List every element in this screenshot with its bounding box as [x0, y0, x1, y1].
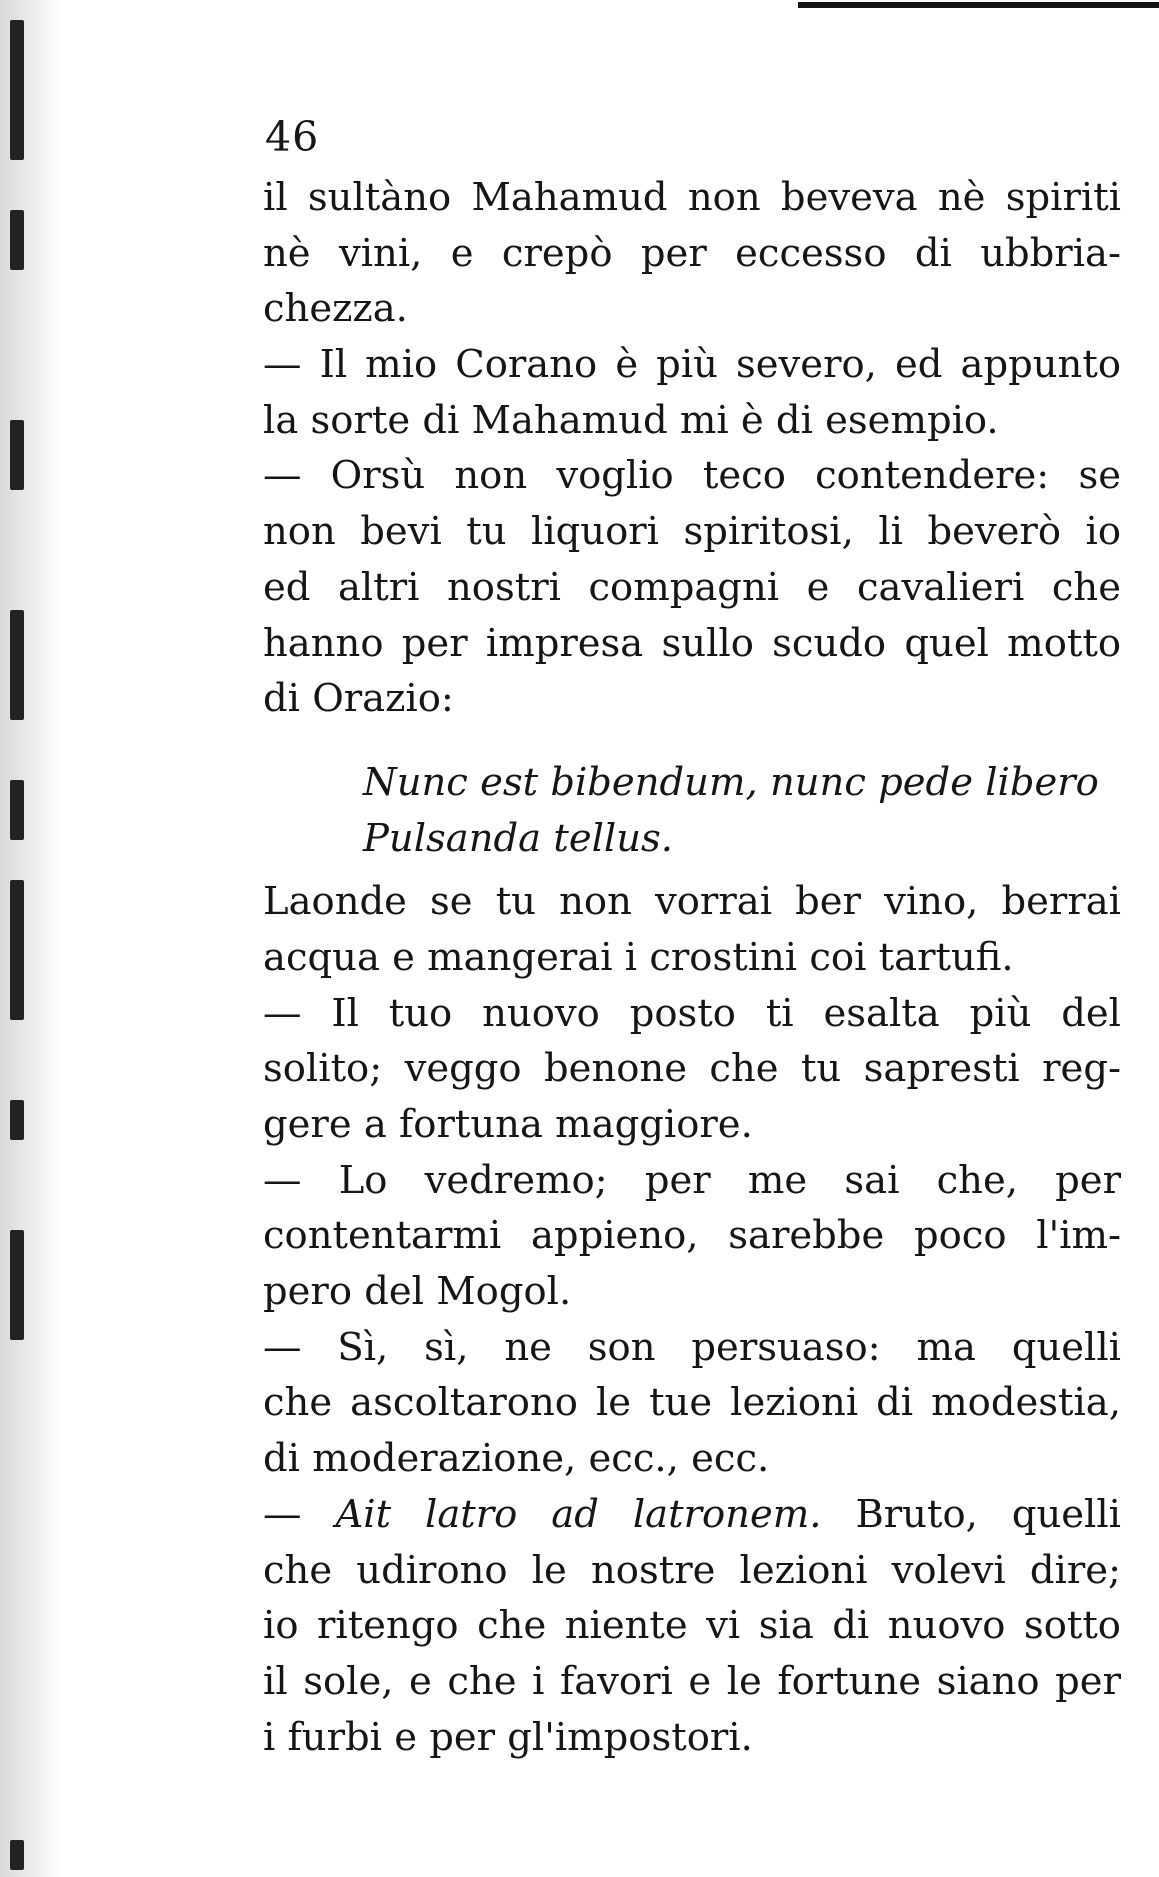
gutter-shadow-mark — [10, 20, 24, 160]
text-fragment: Bruto, quelli — [821, 1491, 1121, 1537]
text-line: il sultàno Mahamud non beveva nè spiriti — [263, 175, 1121, 220]
text-line: nè vini, e crepò per eccesso di ubbria- — [263, 230, 1121, 276]
top-edge-rule — [798, 2, 1159, 8]
text-line: il sole, e che i favori e le fortune siano per — [263, 1658, 1121, 1704]
gutter-shadow-mark — [10, 880, 24, 1020]
gutter-shadow-mark — [10, 420, 24, 490]
text-line: la sorte di Mahamud mi è di esempio. — [263, 397, 999, 443]
text-line: — Sì, sì, ne son persuaso: ma quelli — [263, 1324, 1121, 1370]
text-line: che udirono le nostre lezioni volevi dire; — [263, 1547, 1121, 1593]
latin-verse-line: Pulsanda tellus. — [363, 815, 674, 861]
text-line: chezza. — [263, 286, 408, 332]
gutter-shadow-mark — [10, 1840, 24, 1870]
text-line: contentarmi appieno, sarebbe poco l'im- — [263, 1213, 1121, 1259]
text-line: di Orazio: — [263, 676, 454, 722]
latin-quote: Ait latro ad latronem. — [335, 1491, 822, 1537]
binding-gutter — [0, 0, 62, 1877]
gutter-shadow-mark — [10, 1100, 24, 1140]
text-line: — Orsù non voglio teco contendere: se — [263, 453, 1121, 499]
text-line: hanno per impresa sullo scudo quel motto — [263, 620, 1121, 666]
text-line: — Lo vedremo; per me sai che, per — [263, 1157, 1121, 1203]
page-number: 46 — [265, 113, 320, 161]
text-line-mixed — [263, 1487, 1121, 1543]
text-line: i furbi e per gl'impostori. — [263, 1714, 753, 1760]
text-line: Laonde se tu non vorrai ber vino, berrai — [263, 879, 1121, 925]
text-line: gere a fortuna maggiore. — [263, 1102, 753, 1147]
text-line: — Il mio Corano è più severo, ed appunto — [263, 342, 1121, 388]
text-line: acqua e mangerai i crostini coi tartufi. — [263, 934, 1014, 980]
text-line: non bevi tu liquori spiritosi, li beverò io — [263, 509, 1121, 555]
gutter-shadow-mark — [10, 610, 24, 720]
text-line: — Il tuo nuovo posto ti esalta più del — [263, 990, 1121, 1036]
gutter-shadow-mark — [10, 780, 24, 840]
text-line: pero del Mogol. — [263, 1269, 572, 1315]
text-line: solito; veggo benone che tu sapresti reg- — [263, 1046, 1121, 1092]
body-text — [263, 170, 1121, 1765]
gutter-shadow-mark — [10, 210, 24, 270]
gutter-shadow-mark — [10, 1230, 24, 1340]
latin-verse-line: Nunc est bibendum, nunc pede libero — [363, 759, 1099, 805]
text-line: ed altri nostri compagni e cavalieri che — [263, 564, 1121, 610]
verse-spacer — [263, 866, 1121, 874]
text-line: di moderazione, ecc., ecc. — [263, 1436, 770, 1482]
text-line: che ascoltarono le tue lezioni di modestia, — [263, 1380, 1121, 1426]
text-line: io ritengo che niente vi sia di nuovo sotto — [263, 1603, 1121, 1649]
verse-spacer — [263, 727, 1121, 755]
dash: — — [263, 1491, 336, 1537]
